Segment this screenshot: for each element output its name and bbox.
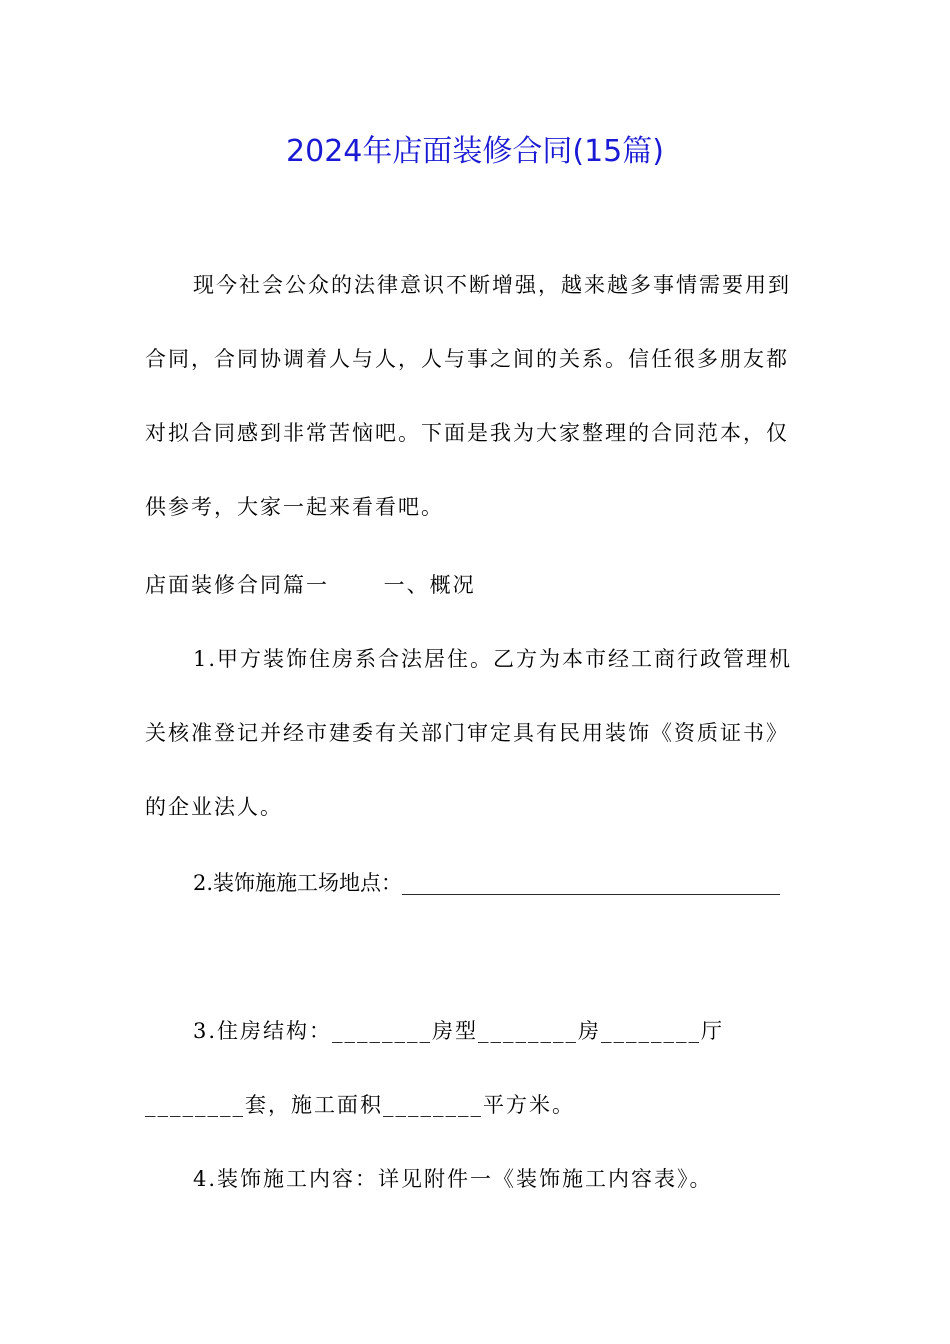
clause-4-paragraph: 4.装饰施工内容：详见附件一《装饰施工内容表》。 <box>193 1167 713 1191</box>
section-heading: 店面装修合同篇一 一、概况 <box>145 573 476 597</box>
clause-2-paragraph: 2.装饰施施工场地点：____________________________________ <box>193 871 781 895</box>
intro-paragraph: 现今社会公众的法律意识不断增强，越来越多事情需要用到合同，合同协调着人与人，人与事之间的关系。信任很多朋友都对拟合同感到非常苦恼吧。下面是我为大家整理的合同范本，仅供参考，大家一起来看看吧。 <box>145 273 791 519</box>
document-title: 2024年店面装修合同(15篇) <box>286 134 664 169</box>
clause-1-paragraph: 1.甲方装饰住房系合法居住。乙方为本市经工商行政管理机关核准登记并经市建委有关部门审定具有民用装饰《资质证书》的企业法人。 <box>145 647 793 819</box>
clause-3-paragraph: 3.住房结构：________房型________房________厅________套，施工面积________平方米。 <box>145 1019 725 1117</box>
